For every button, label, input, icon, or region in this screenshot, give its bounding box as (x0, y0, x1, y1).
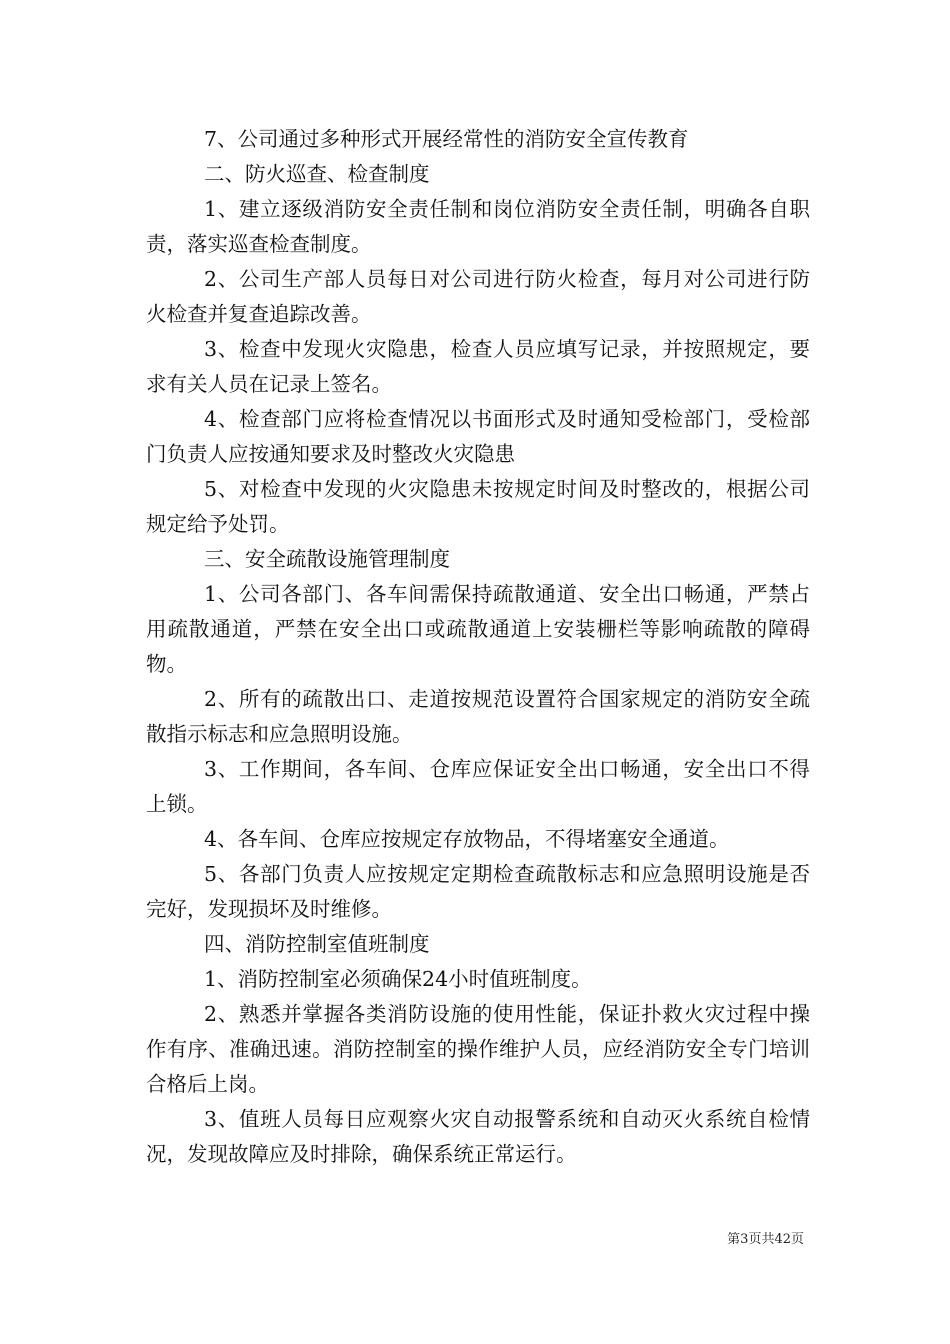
paragraph-item-5: 5、对检查中发现的火灾隐患未按规定时间及时整改的，根据公司规定给予处罚。 (146, 477, 810, 536)
paragraph-item-7-publicity: 7、公司通过多种形式开展经常性的消防安全宣传教育 (204, 127, 689, 151)
paragraph-item-4: 4、检查部门应将检查情况以书面形式及时通知受检部门，受检部门负责人应按通知要求及时整改火灾隐患 (146, 407, 810, 466)
paragraph-item-1: 1、公司各部门、各车间需保持疏散通道、安全出口畅通，严禁占用疏散通道，严禁在安全出口或疏散通道上安装栅栏等影响疏散的障碍物。 (146, 582, 810, 676)
paragraph-item-4: 4、各车间、仓库应按规定存放物品，不得堵塞安全通道。 (204, 827, 730, 851)
paragraph-item-3: 3、工作期间，各车间、仓库应保证安全出口畅通，安全出口不得上锁。 (146, 757, 810, 816)
paragraph-item-3: 3、检查中发现火灾隐患，检查人员应填写记录，并按照规定，要求有关人员在记录上签名。 (146, 337, 810, 396)
paragraph-item-2: 2、所有的疏散出口、走道按规范设置符合国家规定的消防安全疏散指示标志和应急照明设施。 (146, 687, 810, 746)
section-heading-3: 三、安全疏散设施管理制度 (204, 547, 450, 571)
paragraph-item-2: 2、熟悉并掌握各类消防设施的使用性能，保证扑救火灾过程中操作有序、准确迅速。消防控制室的操作维护人员，应经消防安全专门培训合格后上岗。 (146, 1002, 810, 1096)
document-body (146, 122, 810, 1172)
paragraph-item-1: 1、建立逐级消防安全责任制和岗位消防安全责任制，明确各自职责，落实巡查检查制度。 (146, 197, 810, 256)
paragraph-item-1: 1、消防控制室必须确保24小时值班制度。 (204, 967, 592, 991)
section-heading-4: 四、消防控制室值班制度 (204, 932, 430, 956)
paragraph-item-5: 5、各部门负责人应按规定定期检查疏散标志和应急照明设施是否完好，发现损坏及时维修。 (146, 862, 810, 921)
page-number-footer: 第3页共42页 (727, 1232, 804, 1247)
paragraph-item-2: 2、公司生产部人员每日对公司进行防火检查，每月对公司进行防火检查并复查追踪改善。 (146, 267, 810, 326)
section-heading-2: 二、防火巡查、检查制度 (204, 162, 430, 186)
paragraph-item-3: 3、值班人员每日应观察火灾自动报警系统和自动灭火系统自检情况，发现故障应及时排除，确保系统正常运行。 (146, 1107, 810, 1166)
